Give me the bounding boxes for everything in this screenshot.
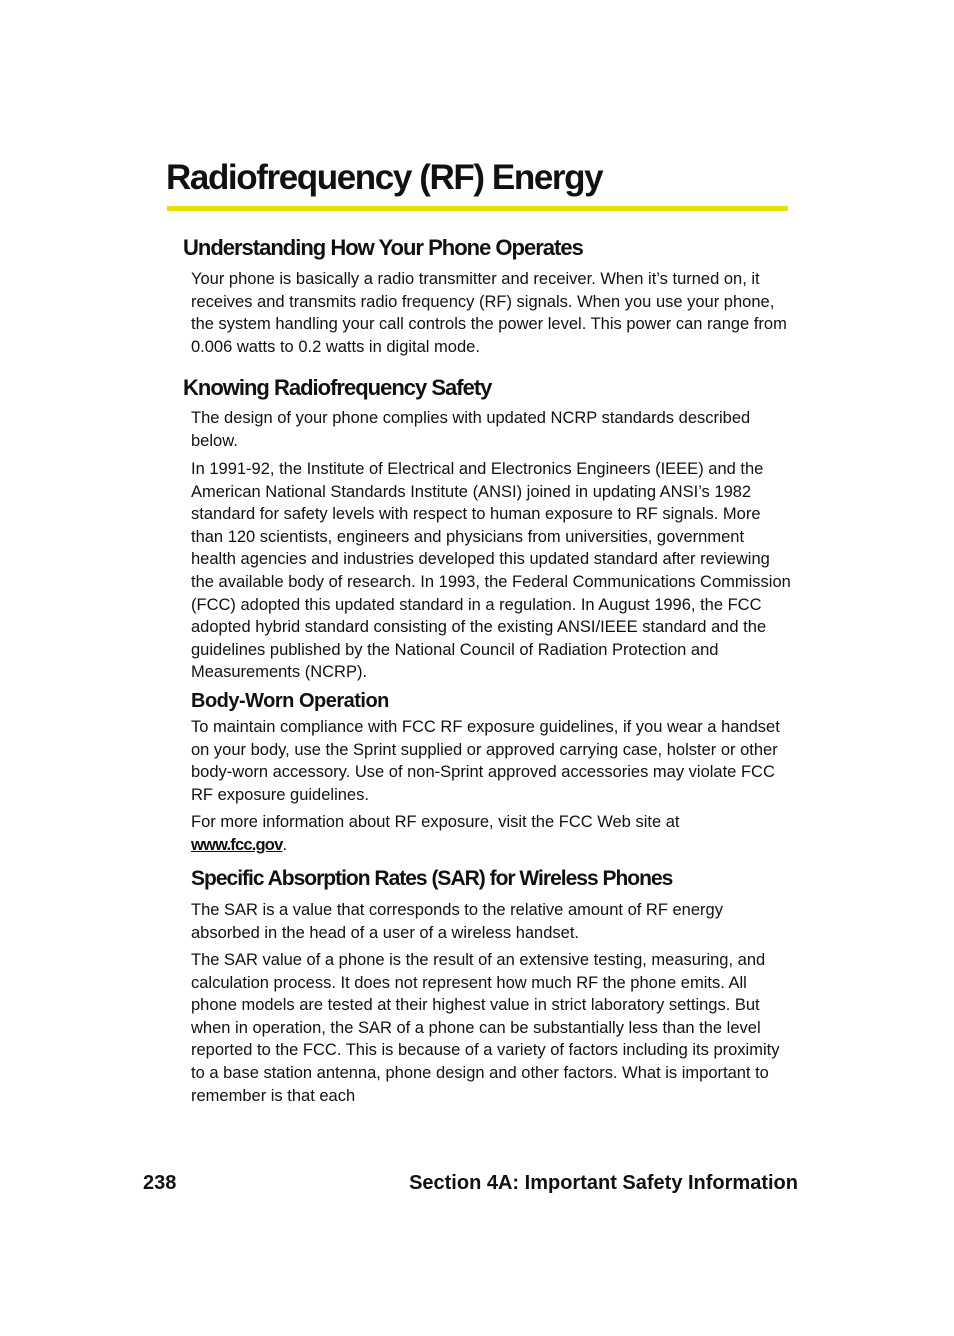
heading-understanding: Understanding How Your Phone Operates (183, 235, 583, 260)
paragraph-knowing-1: The design of your phone complies with updated NCRP standards described below. (191, 409, 751, 450)
footer-page-number: 238 (143, 1172, 177, 1194)
heading-body-worn: Body-Worn Operation (191, 690, 389, 712)
paragraph-body-worn-1: To maintain compliance with FCC RF exposure guidelines, if you wear a handset on your body, use the Sprint supplied or approved carrying case, holster or other body-worn accessory. Use of non-Sprint approved accessories may violate FCC RF exposure guidelines. (191, 718, 780, 804)
fcc-info-period: . (282, 835, 288, 854)
heading-sar: Specific Absorption Rates (SAR) for Wireless Phones (191, 867, 673, 890)
fcc-website-link[interactable]: www.fcc.gov (191, 835, 283, 854)
paragraph-sar-2: The SAR value of a phone is the result of an extensive testing, measuring, and calculation process. It does not represent how much RF the phone emits. All phone models are tested at their highest value in strict laboratory settings. But when in operation, the SAR of a phone can be substantially less than the level reported to the FCC. This is because of a variety of factors including its proximity to a base station antenna, phone design and other factors. What is important to remember is that each (191, 951, 780, 1105)
paragraph-knowing-2: In 1991-92, the Institute of Electrical and Electronics Engineers (IEEE) and the American National Standards Institute (ANSI) joined in updating ANSI’s 1982 standard for safety levels with respect to human exposure to RF signals. More than 120 scientists, engineers and physicians from universities, government health agencies and industries developed this updated standard after reviewing the available body of research. In 1993, the Federal Communications Commission (FCC) adopted this updated standard in a regulation. In August 1996, the FCC adopted hybrid standard consisting of the existing ANSI/IEEE standard and the guidelines published by the National Council of Radiation Protection and Measurements (NCRP). (191, 460, 791, 682)
page-title: Radiofrequency (RF) Energy (166, 158, 603, 197)
heading-knowing-safety: Knowing Radiofrequency Safety (183, 375, 492, 400)
footer-section-title: Section 4A: Important Safety Information (409, 1172, 798, 1194)
fcc-info-text: For more information about RF exposure, visit the FCC Web site at (191, 813, 680, 831)
paragraph-sar-1: The SAR is a value that corresponds to the relative amount of RF energy absorbed in the head of a user of a wireless handset. (191, 901, 723, 942)
paragraph-understanding: Your phone is basically a radio transmitter and receiver. When it’s turned on, it receives and transmits radio frequency (RF) signals. When you use your phone, the system handling your call controls the power level. This power can range from 0.006 watts to 0.2 watts in digital mode. (191, 270, 787, 356)
paragraph-body-worn-2 (191, 811, 791, 856)
title-rule (167, 206, 788, 211)
